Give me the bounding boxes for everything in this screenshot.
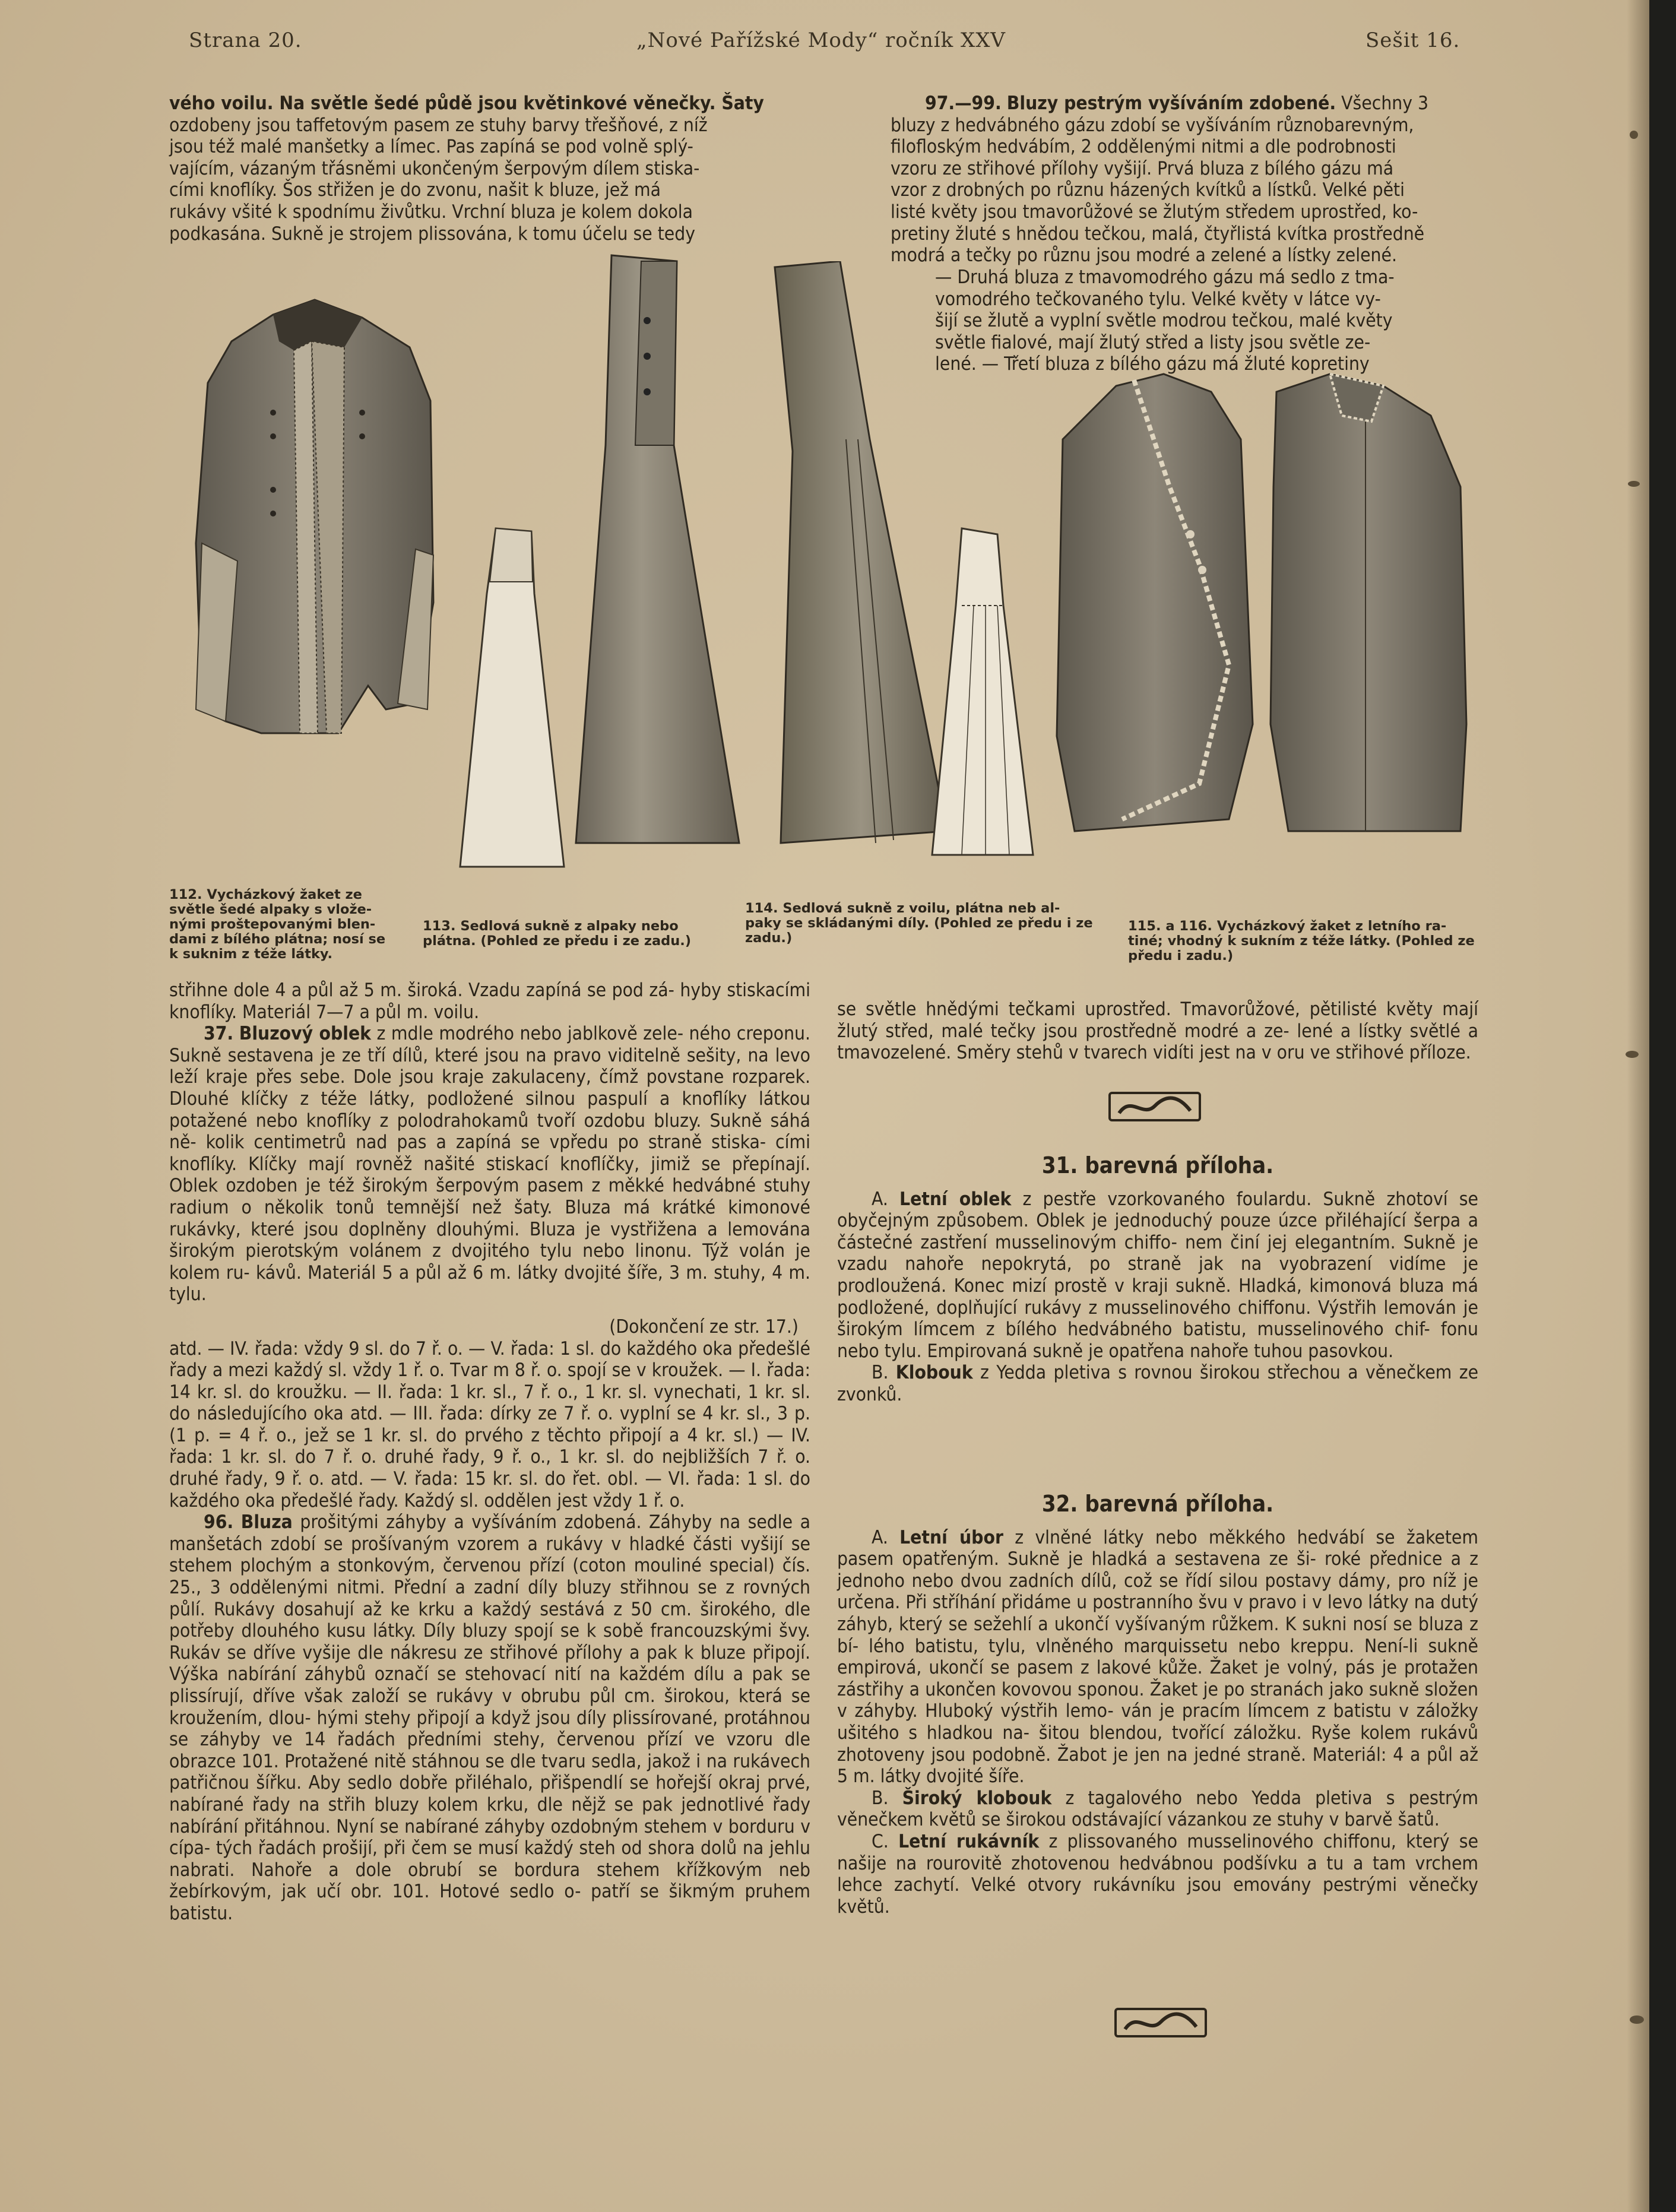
section-31: [837, 1152, 1479, 1406]
print-speck: [1630, 131, 1638, 139]
skirt-114-back-illustration: [926, 522, 1039, 867]
paragraph-32b: B. Široký klobouk z tagalového nebo Yedda pletiva s pestrým věnečkem květů se širokou odstávající vázankou ze stuhy v barvě šatů.: [837, 1787, 1478, 1831]
paragraph-97: 97.—99. Bluzy pestrým vyšíváním zdobené. Všechny 3: [925, 93, 1429, 114]
left-lower-text: [169, 980, 810, 1925]
print-speck: [1626, 1051, 1639, 1058]
end-ornament: [1113, 2005, 1208, 2041]
text-line: rukávy všité k spodnímu živůtku. Vrchní bluza je kolem dokola: [169, 201, 693, 223]
right-top-text-narrow: [935, 267, 1475, 375]
divider-ornament: [1107, 1089, 1202, 1125]
caption-115-116: 115. a 116. Vycházkový žaket z letního ra- tiné; vhodný k sukním z téže látky. (Pohled ze předu i zadu.): [1128, 918, 1475, 964]
page-edge-shadow: [1627, 0, 1649, 2212]
paragraph-31b: B. Klobouk z Yedda pletiva s rovnou širokou střechou a věnečkem ze zvonků.: [837, 1362, 1479, 1405]
page-number: Strana 20.: [189, 28, 302, 52]
text-line: světle fialové, mají žlutý střed a listy jsou světle ze-: [935, 331, 1371, 353]
right-lower-text: [837, 999, 1478, 1064]
text-line: modrá a tečky po různu jsou modré a zelené a lístky zelené.: [891, 245, 1397, 267]
running-title: „Nové Pařížské Mody“ ročník XXV: [636, 28, 1006, 52]
text-line: ozdobeny jsou taffetovým pasem ze stuhy barvy třešňové, z níž: [169, 114, 708, 136]
text-line: vomodrého tečkovaného tylu. Velké květy v látce vy-: [935, 288, 1381, 310]
text-line: vzor z drobných po různu házených kvítků a lístků. Velké pěti: [891, 179, 1405, 201]
text-line: — Druhá bluza z tmavomodrého gázu má sedlo z tma-: [935, 267, 1395, 288]
paragraph-32c: C. Letní rukávník z plissovaného musselinového chiffonu, který se našije na rourovitě zhotovenou hedvábnou podšívku a tu a tam vrchem lehce zachytí. Velké otvory rukávníku jsou emovány pestrými věnečky květů.: [837, 1830, 1479, 1918]
section-32: [837, 1493, 1478, 1918]
skirt-113-back-illustration: [454, 522, 573, 873]
caption-113: 113. Sedlová sukně z alpaky nebo plátna. (Pohled ze předu i ze zadu.): [423, 918, 692, 949]
text-line: lené. — Třetí bluza z bílého gázu má žluté kopretiny: [935, 353, 1370, 375]
text-line: šijí se žlutě a vyplní světle modrou tečkou, malé květy: [935, 310, 1393, 332]
text-line: pretiny žluté s hnědou tečkou, malá, čtyřlistá kvítka prostředně: [891, 223, 1425, 245]
skirt-113-front-illustration: [570, 249, 748, 867]
text-line: bluzy z hedvábného gázu zdobí se vyšíváním různobarevným,: [891, 114, 1414, 136]
jacket-115-116-illustration: [1051, 368, 1478, 843]
caption-114: 114. Sedlová sukně z voilu, plátna neb al- paky se skládanými díly. (Pohled ze předu i ze zadu.): [745, 901, 1093, 946]
section-31-heading: 31. barevná příloha.: [1041, 1152, 1274, 1178]
paragraph-96: 96. Bluza prošitými záhyby a vyšíváním zdobená. Záhyby na sedle a manšetách zdobí se prošívaným vzorem a rukávy v hladké části vyšijí se stehem plochým a stonkovým, červenou přízí (coton mouliné special) čís. 25., 3 oddělenými nitmi. Přední a zadní díly bluzy střihnou se z rovných půlí. Rukávy dosahují až ke krku a každý sestává z 50 cm. širokého, dle potřeby dlouhého kusu látky. Díly bluzy spojí se k sobě francouzskými švy. Rukáv se dříve vyšije dle nákresu ze střihové přílohy a pak k bluze připojí. Výška nabírání záhybů označí se stehovací nití na každém dílu a pak se plissírují, dříve však založí se rukávy v obrubu půl cm. širokou, která se kroužením, dlou- hými stehy připojí a když jsou díly plissírované, protáhnou se záhyby ve 14 řadách předními stehy, červenou přízí ve vzoru dle obrazce 101. Protažené nitě stáhnou se dle tvaru sedla, jakož i na rukávech patřičnou šířku. Aby sedlo dobře přiléhalo, přišpendlí se hořejší okraj prvé, nabírané řady na střih bluzy kolem krku, dle nějž se pak jednotlivé řady nabírání přitáhnou. Nyní se nabírané záhyby ozdobným stehem v borduru v cípa- tých řadách prošijí, při čem se musí každý steh od shora dolů na jehlu nabrati. Nahoře a dole obrubí se bordura stehem křížkovým neb žebírkovým, jak učí obr. 101. Hotové sedlo o- patří se šikmým pruhem batistu.: [169, 1511, 810, 1924]
print-speck: [1628, 481, 1640, 487]
section-32-heading: 32. barevná příloha.: [1041, 1491, 1274, 1517]
continued-note: (Dokončení ze str. 17.): [609, 1316, 799, 1338]
text-line: vajícím, vázaným třásněmi ukončeným šerpovým dílem stiska-: [169, 157, 700, 179]
left-top-text: [169, 93, 810, 245]
right-top-text: [891, 93, 1475, 267]
text-line: listé květy jsou tmavorůžové se žlutým středem uprostřed, ko-: [891, 201, 1418, 223]
text-line: podkasána. Sukně je strojem plissována, k tomu účelu se tedy: [169, 223, 695, 245]
text-line: vého voilu. Na světle šedé půdě jsou květinkové věnečky. Šaty: [169, 93, 764, 114]
text-line: filofloským hedvábím, 2 oddělenými nitmi a dle podrobnosti: [891, 136, 1396, 158]
caption-112: 112. Vycházkový žaket ze světle šedé alpaky s vlože- nými proštepovanými blen- dami z bílého plátna; nosí se k suknim z téže látky.: [169, 887, 386, 962]
paragraph-32a: A. Letní úbor z vlněné látky nebo měkkého hedvábí se žaketem pasem opatřeným. Sukně je hladká a sestavena ze ši- roké přednice a z jednoho nebo dvou zadních dílů, což se řídí silou postavy dámy, pro níž je určena. Při stříhání přidáme u postranního švu v pravo i v levo látky na dutý záhyb, který se sežehlí a ukončí vyšívaným růžkem. K sukni nosí se bluza z bí- lého batistu, tylu, vlněného marquissetu nebo kreppu. Není-li sukně empirová, ukončí se pasem z lakové kůže. Žaket je volný, pás je protažen zástřihy a ukončen kovovou sponou. Žaket je po stranách jako sukně složen v záhyby. Hluboký výstřih lemo- ván je pracím límcem z batistu v záložky ušitého s hladkou na- šitou blendou, tvořící záložku. Ryše kolem rukávů zhotoveny jsou podobně. Žabot je jen na jedné straně. Materiál: 4 a půl až 5 m. látky dvojité šíře.: [837, 1526, 1478, 1788]
jacket-112-illustration: [190, 294, 445, 757]
issue-number: Sešit 16.: [1365, 28, 1460, 52]
paragraph-31a: A. Letní oblek z pestře vzorkovaného foulardu. Sukně zhotoví se obyčejným způsobem. Oblek je jednoduchý pouze úzce přiléhající šerpa a částečné zastření musselinovým chiffo- nem činí jej elegantním. Sukně je vzadu nahoře nepokrytá, po straně jak na vyobrazení vidíme je prodloužená. Konec mizí prostě v kraji sukně. Hladká, kimonová bluza má podložené, doplňující rukávy z musselinového chiffonu. Výstřih lemován je širokým límcem z bílého hedvábného batistu, musselinového chif- fonu nebo tylu. Empirovaná sukně je opatřena nahoře tuhou pasovkou.: [837, 1188, 1479, 1362]
text-line: vzoru ze střihové přílohy vyšijí. Prvá bluza z bílého gázu má: [891, 157, 1394, 179]
paragraph-crochet: atd. — IV. řada: vždy 9 sl. do 7 ř. o. — V. řada: 1 sl. do každého oka předešlé řady a mezi každý sl. vždy 1 ř. o. Tvar m 8 ř. o. spojí se v kroužek. — I. řada: 14 kr. sl. do kroužku. — II. řada: 1 kr. sl., 7 ř. o., 1 kr. sl. vynechati, 1 kr. sl. do následujícího oka atd. — III. řada: dírky ze 7 ř. o. vyplní se 4 kr. sl., 3 p. (1 p. = 4 ř. o., jež se 1 kr. sl. do prvého z těchto připojí a 4 kr. sl.) — IV. řada: 1 kr. sl. do 7 ř. o. druhé řady, 9 ř. o., 1 kr. sl. do nejbližších 7 ř. o. druhé řady, 9 ř. o. atd. — V. řada: 15 kr. sl. do řet. obl. — VI. řada: 1 sl. do každého oka předešlé řady. Každý sl. oddělen jest vždy 1 ř. o.: [169, 1338, 810, 1511]
text-line: cími knoflíky. Šos střižen je do zvonu, našit k bluze, jež má: [169, 179, 661, 201]
paragraph-37: 37. Bluzový oblek z mdle modrého nebo jablkově zele- ného creponu. Sukně sestavena je ze tří dílů, které jsou na pravo viditelně sešity, na levo leží kraje přes sebe. Dole jsou kraje zakulaceny, čímž povstane rozparek. Dlouhé klíčky z téže látky, podložené silnou paspulí a knoflíky látkou potažené nebo knoflíky z polodrahokamů tvoří ozdobu bluzy. Sukně sáhá ně- kolik centimetrů nad pas a zapíná se vpředu po straně stiska- cími knoflíky. Klíčky mají rovněž našité stiskací knoflíčky, jimiž se přepínají. Oblek ozdoben je též širokým šerpovým pasem z měkké hedvábné stuhy radium o několik tonů temnější než šaty. Bluza má krátké kimonové rukávky, které jsou doplněny dlouhými. Bluza je vystřižena a lemována širokým pierotským volánem z dvojitého tylu nebo linonu. Týž volán je kolem ru- kávů. Materiál 5 a půl až 6 m. látky dvojité šíře, 3 m. stuhy, 4 m. tylu.: [169, 1023, 811, 1305]
print-speck: [1630, 2015, 1644, 2024]
skirt-114-front-illustration: [757, 261, 953, 855]
text-line: jsou též malé manšetky a límec. Pas zapíná se pod volně splý-: [169, 136, 693, 158]
paragraph-continued: střihne dole 4 a půl až 5 m. široká. Vzadu zapíná se pod zá- hyby stiskacími knoflíky. Materiál 7—7 a půl m. voilu.: [169, 980, 810, 1023]
paragraph-97-continued: se světle hnědými tečkami uprostřed. Tmavorůžové, pětilisté květy mají žlutý střed, malé tečky jsou prostředně modré a ze- lené a lístky světlé a tmavozelené. Směry stehů v tvarech vidíti jest na v oru ve střihové příloze.: [837, 999, 1478, 1064]
